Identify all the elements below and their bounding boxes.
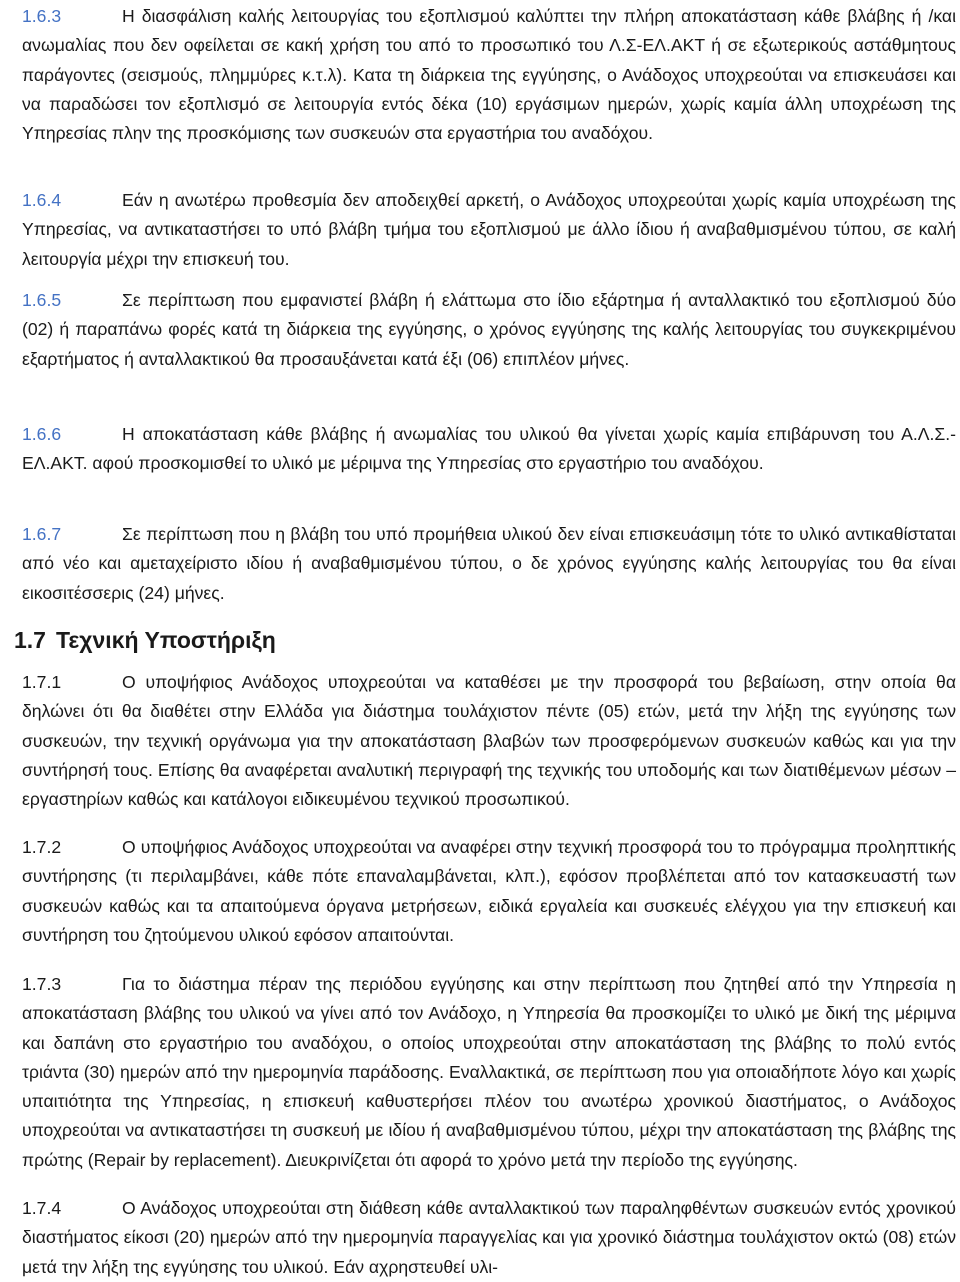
paragraph-1-6-4 [22, 186, 956, 274]
paragraph-number: 1.7.2 [22, 837, 62, 857]
paragraph-1-7-2 [22, 833, 956, 950]
paragraph-number: 1.7.1 [22, 672, 62, 692]
paragraph-text: Η διασφάλιση καλής λειτουργίας του εξοπλισμού καλύπτει την πλήρη αποκατάσταση κάθε βλάβης ή /και ανωμαλίας που δεν οφείλεται σε κακή χρήση του από το προσωπικό του Λ.Σ-ΕΛ.ΑΚΤ ή σε εξωτερικούς αστάθμητους παράγοντες (σεισμούς, πλημμύρες κ.τ.λ). Κατα τη διάρκεια της εγγύησης, ο Ανάδοχος υποχρεούται να επισκευάσει και να παραδώσει τον εξοπλισμό σε λειτουργία εντός δέκα (10) εργάσιμων ημερών, χωρίς καμία άλλη υποχρέωση της Υπηρεσίας πλην της προσκόμισης των συσκευών στα εργαστήρια του αναδόχου. [22, 6, 956, 144]
paragraph-text: Ο υποψήφιος Ανάδοχος υποχρεούται να καταθέσει με την προσφορά του βεβαίωση, στην οποία θα δηλώνει ότι θα διαθέτει στην Ελλάδα για διάστημα τουλάχιστον πέντε (05) ετών, μετά την λήξη της εγγύησης των συσκευών, την τεχνική οργάνωμα για την αποκατάσταση βλαβών των προσφερόμενων συσκευών καθώς και για την συντήρησή τους. Επίσης θα αναφέρεται αναλυτική περιγραφή της τεχνικής του υποδομής και των διατιθέμενων μέσων – εργαστηρίων καθώς και κατάλογοι ειδικευμένου τεχνικού προσωπικού. [22, 672, 956, 810]
paragraph-number: 1.6.3 [22, 6, 62, 26]
paragraph-number: 1.6.6 [22, 424, 62, 444]
section-heading [14, 623, 276, 657]
paragraph-text: Σε περίπτωση που εμφανιστεί βλάβη ή ελάττωμα στο ίδιο εξάρτημα ή ανταλλακτικό του εξοπλισμού δύο (02) ή παραπάνω φορές κατά τη διάρκεια της εγγύησης, ο χρόνος εγγύησης της καλής λειτουργίας του συγκεκριμένου εξαρτήματος ή ανταλλακτικού θα προσαυξάνεται κατά έξι (06) επιπλέον μήνες. [22, 290, 956, 369]
paragraph-1-7-1 [22, 668, 956, 814]
paragraph-text: Ο υποψήφιος Ανάδοχος υποχρεούται να αναφέρει στην τεχνική προσφορά του το πρόγραμμα προληπτικής συντήρησης (τι περιλαμβάνει, κάθε πότε επαναλαμβάνεται, κλπ.), εφόσον προβλέπεται από τον κατασκευαστή των συσκευών καθώς και τα απαιτούμενα όργανα μετρήσεων, ειδικά εργαλεία και συσκευές ελέγχου για την επισκευή και συντήρηση του ζητούμενου υλικού εφόσον απαιτούνται. [22, 837, 956, 945]
paragraph-1-6-3 [22, 2, 956, 148]
paragraph-1-6-7 [22, 520, 956, 608]
paragraph-text: Εάν η ανωτέρω προθεσμία δεν αποδειχθεί αρκετή, ο Ανάδοχος υποχρεούται χωρίς καμία υποχρέωση της Υπηρεσίας, να αντικαταστήσει το υπό βλάβη τμήμα του εξοπλισμού με άλλο ίδιου ή αναβαθμισμένου τύπου, σε καλή λειτουργία μέχρι την επισκευή του. [22, 190, 956, 269]
paragraph-text: Για το διάστημα πέραν της περιόδου εγγύησης και στην περίπτωση που ζητηθεί από την Υπηρεσία η αποκατάσταση βλάβης του υλικού να γίνει από τον Ανάδοχο, η Υπηρεσία θα προσκομίζει το υλικό με δική της μέριμνα και δαπάνη στο εργαστήριο του αναδόχου, ο οποίος υποχρεούται στην αποκατάσταση της βλάβης το πολύ εντός τριάντα (30) ημερών από την ημερομηνία παράδοσης. Εναλλακτικά, σε περίπτωση που για οποιαδήποτε λόγο και χωρίς υπαιτιότητα της Υπηρεσίας, η επισκευή καθυστερήσει πλέον του ανωτέρω χρονικού διαστήματος, ο Ανάδοχος υποχρεούται να αντικαταστήσει τη συσκευή με ιδίου ή αναβαθμισμένου τύπου, μέχρι την αποκατάσταση της βλάβης της πρώτης (Repair by replacement). Διευκρινίζεται ότι αφορά το χρόνο μετά την περίοδο της εγγύησης. [22, 974, 956, 1170]
paragraph-number: 1.6.4 [22, 190, 62, 210]
paragraph-number: 1.6.5 [22, 290, 62, 310]
paragraph-number: 1.7.3 [22, 974, 62, 994]
paragraph-text: Η αποκατάσταση κάθε βλάβης ή ανωμαλίας του υλικού θα γίνεται χωρίς καμία επιβάρυνση του Α.Λ.Σ.-ΕΛ.ΑΚΤ. αφού προσκομισθεί το υλικό με μέριμνα της Υπηρεσίας στο εργαστήριο του αναδόχου. [22, 424, 956, 474]
paragraph-1-7-4 [22, 1194, 956, 1282]
paragraph-1-7-3 [22, 970, 956, 1175]
paragraph-text: Σε περίπτωση που η βλάβη του υπό προμήθεια υλικού δεν είναι επισκευάσιμη τότε το υλικό αντικαθίσταται από νέο και αμεταχείριστο ιδίου ή αναβαθμισμένου τύπου, ο δε χρόνος εγγύησης καλής λειτουργίας του θα είναι εικοσιτέσσερις (24) μήνες. [22, 524, 956, 603]
paragraph-number: 1.7.4 [22, 1198, 62, 1218]
paragraph-number: 1.6.7 [22, 524, 62, 544]
paragraph-text: Ο Ανάδοχος υποχρεούται στη διάθεση κάθε ανταλλακτικού των παραληφθέντων συσκευών εντός χρονικού διαστήματος είκοσι (20) ημερών από την ημερομηνία παραγγελίας και για χρονικό διάστημα τουλάχιστον οκτώ (08) ετών μετά την λήξη της εγγύησης του υλικού. Εάν αχρηστευθεί υλι- [22, 1198, 956, 1277]
paragraph-1-6-5 [22, 286, 956, 374]
section-heading-number: 1.7 [14, 627, 46, 653]
section-heading-title: Τεχνική Υποστήριξη [56, 627, 276, 653]
paragraph-1-6-6 [22, 420, 956, 479]
